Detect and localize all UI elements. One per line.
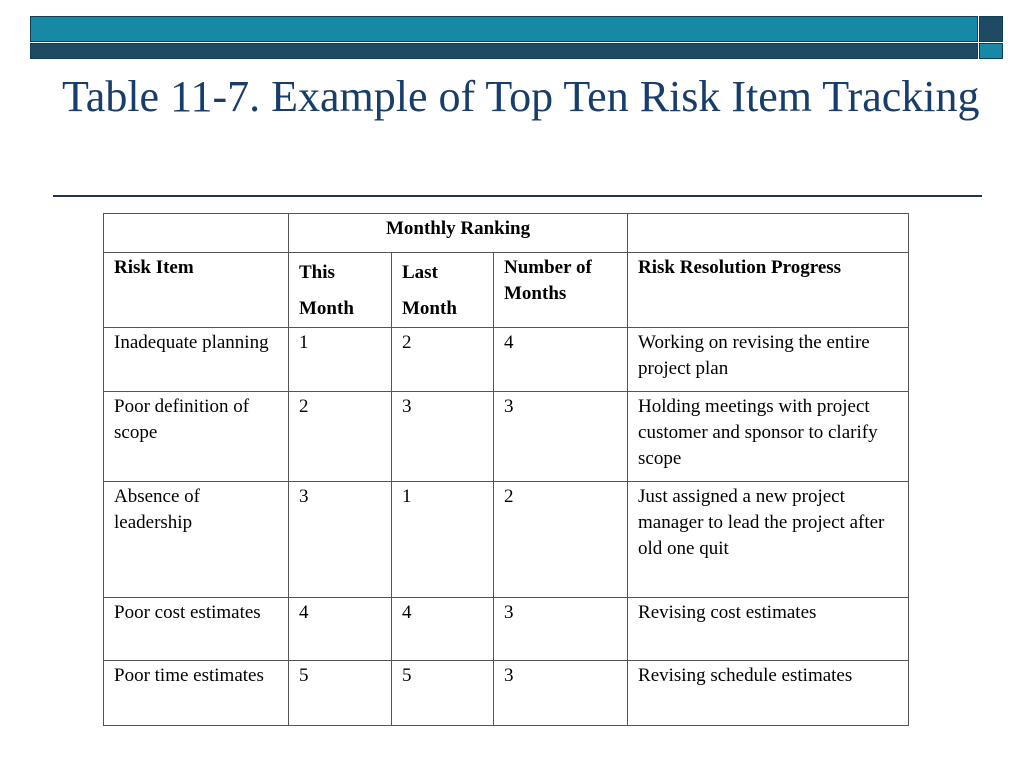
- number-of-months-cell: 2: [494, 482, 628, 598]
- this-month-cell: 4: [289, 598, 392, 661]
- risk-item-cell: Poor cost estimates: [104, 598, 289, 661]
- monthly-ranking-header: Monthly Ranking: [289, 214, 628, 253]
- this-month-header-line1: This: [299, 262, 335, 283]
- progress-header: Risk Resolution Progress: [628, 253, 909, 328]
- header-square-bottom: [979, 43, 1003, 59]
- this-month-header: [289, 253, 392, 328]
- this-month-cell: 3: [289, 482, 392, 598]
- last-month-header: [392, 253, 494, 328]
- table-row: [104, 661, 909, 726]
- progress-cell: Revising schedule estimates: [628, 661, 909, 726]
- table-row: [104, 328, 909, 392]
- empty-cell: [104, 214, 289, 253]
- last-month-cell: 5: [392, 661, 494, 726]
- last-month-cell: 2: [392, 328, 494, 392]
- last-month-cell: 1: [392, 482, 494, 598]
- header-bar-bottom: [30, 43, 978, 59]
- risk-tracking-table: [103, 213, 909, 726]
- risk-item-cell: Poor time estimates: [104, 661, 289, 726]
- table-row: [104, 482, 909, 598]
- this-month-cell: 1: [289, 328, 392, 392]
- table-row: [104, 598, 909, 661]
- this-month-cell: 2: [289, 392, 392, 482]
- empty-cell: [628, 214, 909, 253]
- header-bar-top: [30, 16, 978, 42]
- table-row: [104, 392, 909, 482]
- risk-item-cell: Poor definition of scope: [104, 392, 289, 482]
- this-month-cell: 5: [289, 661, 392, 726]
- number-of-months-cell: 3: [494, 392, 628, 482]
- number-of-months-cell: 3: [494, 598, 628, 661]
- risk-item-header: Risk Item: [104, 253, 289, 328]
- progress-cell: Revising cost estimates: [628, 598, 909, 661]
- number-of-months-header: Number of Months: [494, 253, 628, 328]
- slide-title: Table 11-7. Example of Top Ten Risk Item Tracking: [62, 72, 980, 121]
- progress-cell: Working on revising the entire project plan: [628, 328, 909, 392]
- progress-cell: Holding meetings with project customer and sponsor to clarify scope: [628, 392, 909, 482]
- group-header-row: [104, 214, 909, 253]
- last-month-header-line2: Month: [402, 298, 457, 319]
- last-month-cell: 4: [392, 598, 494, 661]
- this-month-header-line2: Month: [299, 298, 354, 319]
- header-square-top: [979, 16, 1003, 42]
- progress-cell: Just assigned a new project manager to lead the project after old one quit: [628, 482, 909, 598]
- risk-item-cell: Absence of leadership: [104, 482, 289, 598]
- last-month-header-line1: Last: [402, 262, 438, 283]
- number-of-months-cell: 4: [494, 328, 628, 392]
- column-header-row: [104, 253, 909, 328]
- last-month-cell: 3: [392, 392, 494, 482]
- number-of-months-cell: 3: [494, 661, 628, 726]
- risk-item-cell: Inadequate planning: [104, 328, 289, 392]
- title-divider: [53, 195, 982, 197]
